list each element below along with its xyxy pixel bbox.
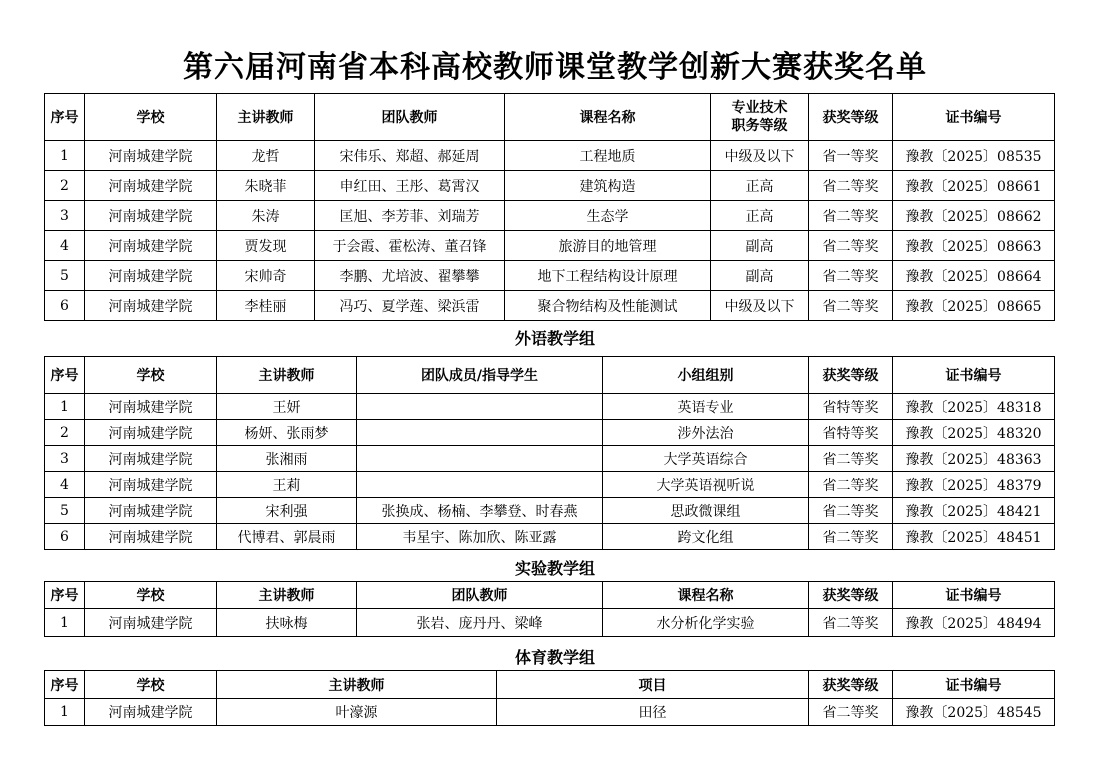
- cell-professional-title: 正高: [711, 201, 809, 231]
- cell-group: 大学英语综合: [603, 446, 809, 472]
- cell-school: 河南城建学院: [85, 141, 217, 171]
- cell-cert: 豫教〔2025〕08665: [893, 291, 1055, 321]
- table-row: [45, 472, 1055, 498]
- cell-cert: 豫教〔2025〕08535: [893, 141, 1055, 171]
- col-header-team-students: 团队成员/指导学生: [357, 357, 603, 394]
- cell-team: 于会霞、霍松涛、董召锋: [315, 231, 505, 261]
- col-header-award: 获奖等级: [809, 357, 893, 394]
- cell-item: 田径: [497, 699, 809, 726]
- cell-no: 1: [45, 609, 85, 637]
- cell-team: 张岩、庞丹丹、梁峰: [357, 609, 603, 637]
- cell-no: 5: [45, 261, 85, 291]
- table-row: [45, 394, 1055, 420]
- cell-school: 河南城建学院: [85, 446, 217, 472]
- cell-cert: 豫教〔2025〕08663: [893, 231, 1055, 261]
- cell-no: 6: [45, 291, 85, 321]
- table-row: [45, 524, 1055, 550]
- cell-no: 1: [45, 394, 85, 420]
- cell-school: 河南城建学院: [85, 609, 217, 637]
- cell-award: 省二等奖: [809, 524, 893, 550]
- table-row: [45, 291, 1055, 321]
- cell-cert: 豫教〔2025〕08664: [893, 261, 1055, 291]
- cell-award: 省二等奖: [809, 609, 893, 637]
- cell-group: 跨文化组: [603, 524, 809, 550]
- col-header-no: 序号: [45, 94, 85, 141]
- cell-team: 李鹏、尤培波、翟攀攀: [315, 261, 505, 291]
- cell-school: 河南城建学院: [85, 231, 217, 261]
- cell-lead-teacher: 宋利强: [217, 498, 357, 524]
- table-row: [45, 141, 1055, 171]
- col-header-lead-teacher: 主讲教师: [217, 671, 497, 699]
- col-header-school: 学校: [85, 357, 217, 394]
- table-header-row: [45, 671, 1055, 699]
- cell-no: 3: [45, 446, 85, 472]
- cell-professional-title: 副高: [711, 261, 809, 291]
- awards-table-foreign-language: [44, 356, 1055, 550]
- col-header-lead-teacher: 主讲教师: [217, 94, 315, 141]
- table-header-row: [45, 582, 1055, 609]
- cell-course: 旅游目的地管理: [505, 231, 711, 261]
- col-header-award: 获奖等级: [809, 671, 893, 699]
- cell-professional-title: 副高: [711, 231, 809, 261]
- col-header-team: 团队教师: [357, 582, 603, 609]
- cell-award: 省二等奖: [809, 231, 893, 261]
- cell-school: 河南城建学院: [85, 699, 217, 726]
- col-header-award: 获奖等级: [809, 582, 893, 609]
- cell-award: 省二等奖: [809, 699, 893, 726]
- cell-team-students: [357, 446, 603, 472]
- cell-group: 英语专业: [603, 394, 809, 420]
- col-header-school: 学校: [85, 671, 217, 699]
- cell-award: 省二等奖: [809, 291, 893, 321]
- cell-cert: 豫教〔2025〕08661: [893, 171, 1055, 201]
- cell-team-students: [357, 420, 603, 446]
- col-header-professional-title: [711, 94, 809, 141]
- cell-lead-teacher: 王妍: [217, 394, 357, 420]
- cell-group: 思政微课组: [603, 498, 809, 524]
- col-header-course: 课程名称: [603, 582, 809, 609]
- cell-school: 河南城建学院: [85, 291, 217, 321]
- cell-award: 省二等奖: [809, 261, 893, 291]
- cell-no: 6: [45, 524, 85, 550]
- cell-lead-teacher: 贾发现: [217, 231, 315, 261]
- cell-school: 河南城建学院: [85, 201, 217, 231]
- table-row: [45, 699, 1055, 726]
- cell-award: 省二等奖: [809, 171, 893, 201]
- col-header-group: 小组组别: [603, 357, 809, 394]
- cell-school: 河南城建学院: [85, 171, 217, 201]
- cell-course: 建筑构造: [505, 171, 711, 201]
- cell-award: 省二等奖: [809, 498, 893, 524]
- cell-course: 聚合物结构及性能测试: [505, 291, 711, 321]
- col-header-team: 团队教师: [315, 94, 505, 141]
- table-row: [45, 609, 1055, 637]
- cell-award: 省二等奖: [809, 446, 893, 472]
- awards-table-main: [44, 93, 1055, 321]
- col-header-cert: 证书编号: [893, 582, 1055, 609]
- cell-cert: 豫教〔2025〕48318: [893, 394, 1055, 420]
- cell-school: 河南城建学院: [85, 261, 217, 291]
- cell-award: 省二等奖: [809, 472, 893, 498]
- cell-no: 2: [45, 420, 85, 446]
- col-header-professional-title-line2: 职务等级: [731, 118, 788, 134]
- cell-team-students: [357, 472, 603, 498]
- col-header-no: 序号: [45, 582, 85, 609]
- col-header-course: 课程名称: [505, 94, 711, 141]
- cell-award: 省二等奖: [809, 201, 893, 231]
- table-row: [45, 446, 1055, 472]
- section-title-sports: 体育教学组: [514, 648, 595, 667]
- col-header-professional-title-line1: 专业技术: [731, 100, 788, 116]
- table-row: [45, 231, 1055, 261]
- cell-no: 2: [45, 171, 85, 201]
- cell-lead-teacher: 叶濠源: [217, 699, 497, 726]
- cell-course: 地下工程结构设计原理: [505, 261, 711, 291]
- cell-lead-teacher: 朱晓菲: [217, 171, 315, 201]
- cell-cert: 豫教〔2025〕48421: [893, 498, 1055, 524]
- cell-no: 1: [45, 699, 85, 726]
- col-header-cert: 证书编号: [893, 671, 1055, 699]
- cell-no: 5: [45, 498, 85, 524]
- cell-group: 大学英语视听说: [603, 472, 809, 498]
- cell-lead-teacher: 李桂丽: [217, 291, 315, 321]
- table-row: [45, 498, 1055, 524]
- cell-lead-teacher: 扶咏梅: [217, 609, 357, 637]
- cell-cert: 豫教〔2025〕48363: [893, 446, 1055, 472]
- cell-lead-teacher: 杨妍、张雨梦: [217, 420, 357, 446]
- cell-team-students: 韦星宇、陈加欣、陈亚露: [357, 524, 603, 550]
- col-header-lead-teacher: 主讲教师: [217, 357, 357, 394]
- cell-team: 匡旭、李芳菲、刘瑞芳: [315, 201, 505, 231]
- cell-team-students: 张换成、杨楠、李攀登、时春燕: [357, 498, 603, 524]
- page-title: 第六届河南省本科高校教师课堂教学创新大赛获奖名单: [183, 50, 927, 85]
- col-header-school: 学校: [85, 94, 217, 141]
- table-header-row: [45, 94, 1055, 141]
- cell-school: 河南城建学院: [85, 524, 217, 550]
- cell-school: 河南城建学院: [85, 394, 217, 420]
- section-title-foreign-language: 外语教学组: [514, 329, 595, 348]
- cell-team: 冯巧、夏学莲、梁浜雷: [315, 291, 505, 321]
- cell-course: 水分析化学实验: [603, 609, 809, 637]
- cell-professional-title: 中级及以下: [711, 141, 809, 171]
- cell-award: 省特等奖: [809, 394, 893, 420]
- col-header-lead-teacher: 主讲教师: [217, 582, 357, 609]
- cell-cert: 豫教〔2025〕48320: [893, 420, 1055, 446]
- awards-table-experiment: [44, 581, 1055, 637]
- awards-table-sports: [44, 670, 1055, 726]
- cell-school: 河南城建学院: [85, 420, 217, 446]
- col-header-cert: 证书编号: [893, 94, 1055, 141]
- col-header-award: 获奖等级: [809, 94, 893, 141]
- cell-cert: 豫教〔2025〕48545: [893, 699, 1055, 726]
- cell-no: 3: [45, 201, 85, 231]
- cell-cert: 豫教〔2025〕08662: [893, 201, 1055, 231]
- cell-lead-teacher: 张湘雨: [217, 446, 357, 472]
- cell-cert: 豫教〔2025〕48494: [893, 609, 1055, 637]
- table-header-row: [45, 357, 1055, 394]
- cell-group: 涉外法治: [603, 420, 809, 446]
- col-header-school: 学校: [85, 582, 217, 609]
- cell-course: 工程地质: [505, 141, 711, 171]
- cell-lead-teacher: 代博君、郭晨雨: [217, 524, 357, 550]
- cell-lead-teacher: 宋帅奇: [217, 261, 315, 291]
- cell-award: 省一等奖: [809, 141, 893, 171]
- cell-lead-teacher: 龙哲: [217, 141, 315, 171]
- cell-school: 河南城建学院: [85, 498, 217, 524]
- table-row: [45, 261, 1055, 291]
- cell-team: 宋伟乐、郑超、郝延周: [315, 141, 505, 171]
- table-row: [45, 201, 1055, 231]
- cell-team: 申红田、王彤、葛霄汉: [315, 171, 505, 201]
- col-header-item: 项目: [497, 671, 809, 699]
- cell-lead-teacher: 朱涛: [217, 201, 315, 231]
- cell-professional-title: 中级及以下: [711, 291, 809, 321]
- cell-school: 河南城建学院: [85, 472, 217, 498]
- table-row: [45, 171, 1055, 201]
- cell-award: 省特等奖: [809, 420, 893, 446]
- cell-course: 生态学: [505, 201, 711, 231]
- table-row: [45, 420, 1055, 446]
- cell-no: 4: [45, 472, 85, 498]
- cell-no: 1: [45, 141, 85, 171]
- cell-cert: 豫教〔2025〕48451: [893, 524, 1055, 550]
- cell-cert: 豫教〔2025〕48379: [893, 472, 1055, 498]
- col-header-no: 序号: [45, 357, 85, 394]
- cell-professional-title: 正高: [711, 171, 809, 201]
- cell-team-students: [357, 394, 603, 420]
- cell-no: 4: [45, 231, 85, 261]
- section-title-experiment: 实验教学组: [514, 559, 595, 578]
- col-header-cert: 证书编号: [893, 357, 1055, 394]
- cell-lead-teacher: 王莉: [217, 472, 357, 498]
- col-header-no: 序号: [45, 671, 85, 699]
